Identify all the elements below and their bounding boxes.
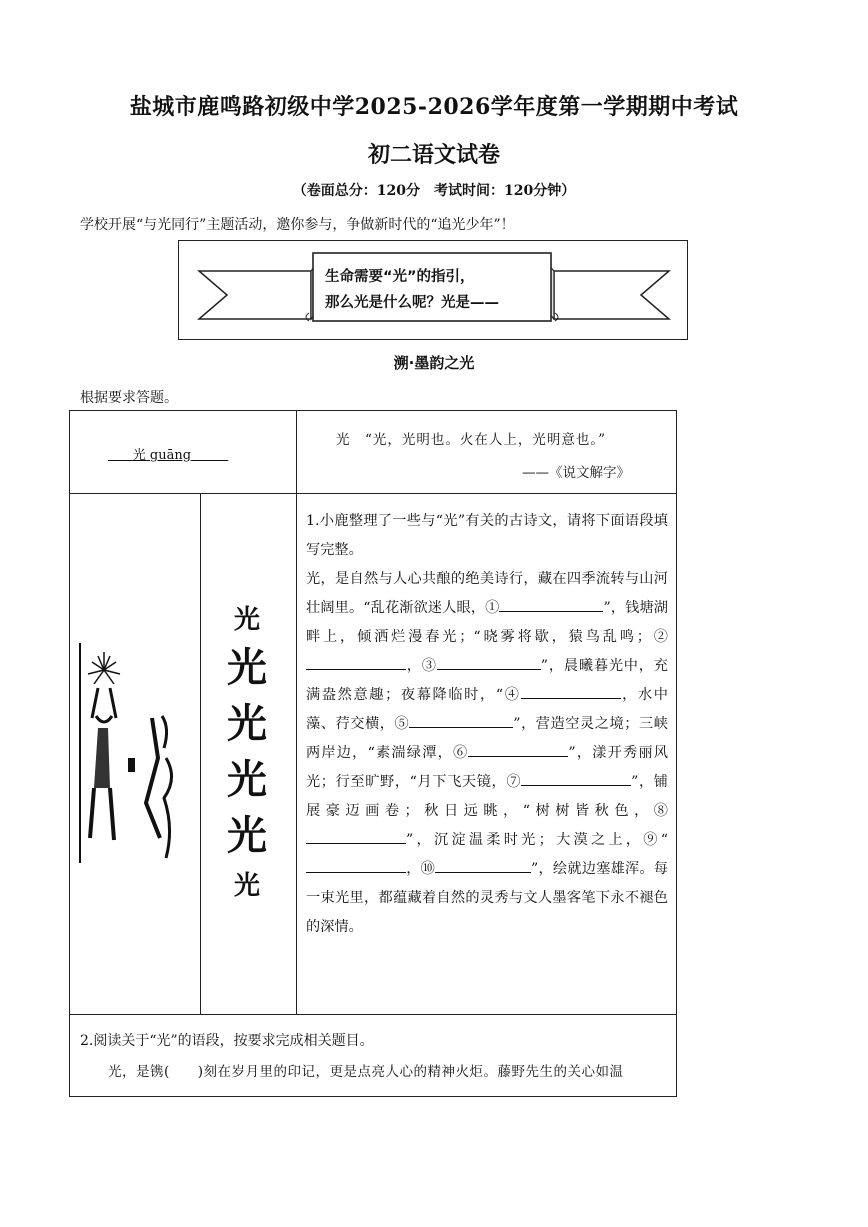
question-1-passage: 光，是自然与人心共酿的绝美诗行，藏在四季流转与山河壮阔里。“乱花渐欲迷人眼，① ”，钱塘湖畔上，倾洒烂漫春光；“晓雾将歇，猿鸟乱鸣；②，③ ”，晨曦暮光中，充满盎然意趣；夜幕降临时，“④ ，水中藻、荇交横，⑤ ”，营造空灵之境；三峡两岸边，“素湍绿潭，⑥ ”，漾开秀丽风光；行至旷野，“月下飞天镜，⑦ ”，铺展豪迈画卷；秋日远眺，“树树皆秋色，⑧”，沉淀温柔时光；大漠之上，⑨“，⑩ ”，绘就边塞雄浑。每一束光里，都蕴藏着自然的灵秀与文人墨客笔下永不褪色的深情。 [306, 571, 668, 935]
banner-frame [178, 240, 688, 340]
pinyin-cell [108, 444, 228, 463]
exam-subtitle: 初二语文试卷 [367, 142, 500, 168]
answer-blank-5[interactable] [409, 713, 513, 728]
section-title: 溯·墨韵之光 [393, 354, 475, 372]
calligraphy-glyph-4: 光 [227, 756, 267, 803]
calligraphy-column [222, 600, 272, 908]
answer-blank-2[interactable] [306, 655, 406, 670]
instruction-text: 根据要求答题。 [80, 390, 178, 406]
oracle-bone-guang-glyph [74, 628, 198, 878]
shuowen-source: ——《说文解字》 [522, 465, 630, 481]
answer-blank-3[interactable] [437, 655, 541, 670]
answer-blank-9[interactable] [306, 858, 406, 873]
intro-text: 学校开展“与光同行”主题活动，邀你参与，争做新时代的“追光少年”！ [80, 217, 515, 233]
answer-blank-1[interactable] [499, 597, 603, 612]
calligraphy-glyph-1: 光 [233, 605, 260, 635]
question-1 [306, 507, 668, 942]
question-1-stem: 1.小鹿整理了一些与“光”有关的古诗文，请将下面语段填写完整。 [306, 513, 668, 558]
pinyin-text: 光 guāng [132, 448, 192, 463]
ribbon-banner-graphic [179, 241, 686, 338]
calligraphy-glyph-3: 光 [227, 700, 267, 747]
exam-title: 盐城市鹿鸣路初级中学2025-2026学年度第一学期期中考试 [129, 94, 739, 120]
answer-blank-10[interactable] [435, 858, 531, 873]
banner-line-1: 生命需要“光”的指引， [325, 269, 475, 285]
answer-blank-4[interactable] [521, 684, 621, 699]
calligraphy-glyph-5: 光 [227, 812, 267, 859]
answer-blank-7[interactable] [521, 771, 631, 786]
exam-meta: （卷面总分：120分 考试时间：120分钟） [292, 183, 576, 199]
question-2-stem: 2.阅读关于“光”的语段，按要求完成相关题目。 [80, 1033, 374, 1049]
shuowen-quote: 光 “光，光明也。火在人上，光明意也。” [336, 432, 607, 448]
answer-blank-8[interactable] [306, 829, 406, 844]
calligraphy-glyph-6: 光 [233, 871, 260, 901]
question-2-text: 光，是镌( )刻在岁月里的印记，更是点亮人心的精神火炬。藤野先生的关心如温 [108, 1064, 624, 1080]
calligraphy-glyph-2: 光 [227, 644, 267, 691]
banner-line-2: 那么光是什么呢？光是—— [325, 295, 499, 311]
answer-blank-6[interactable] [468, 742, 568, 757]
